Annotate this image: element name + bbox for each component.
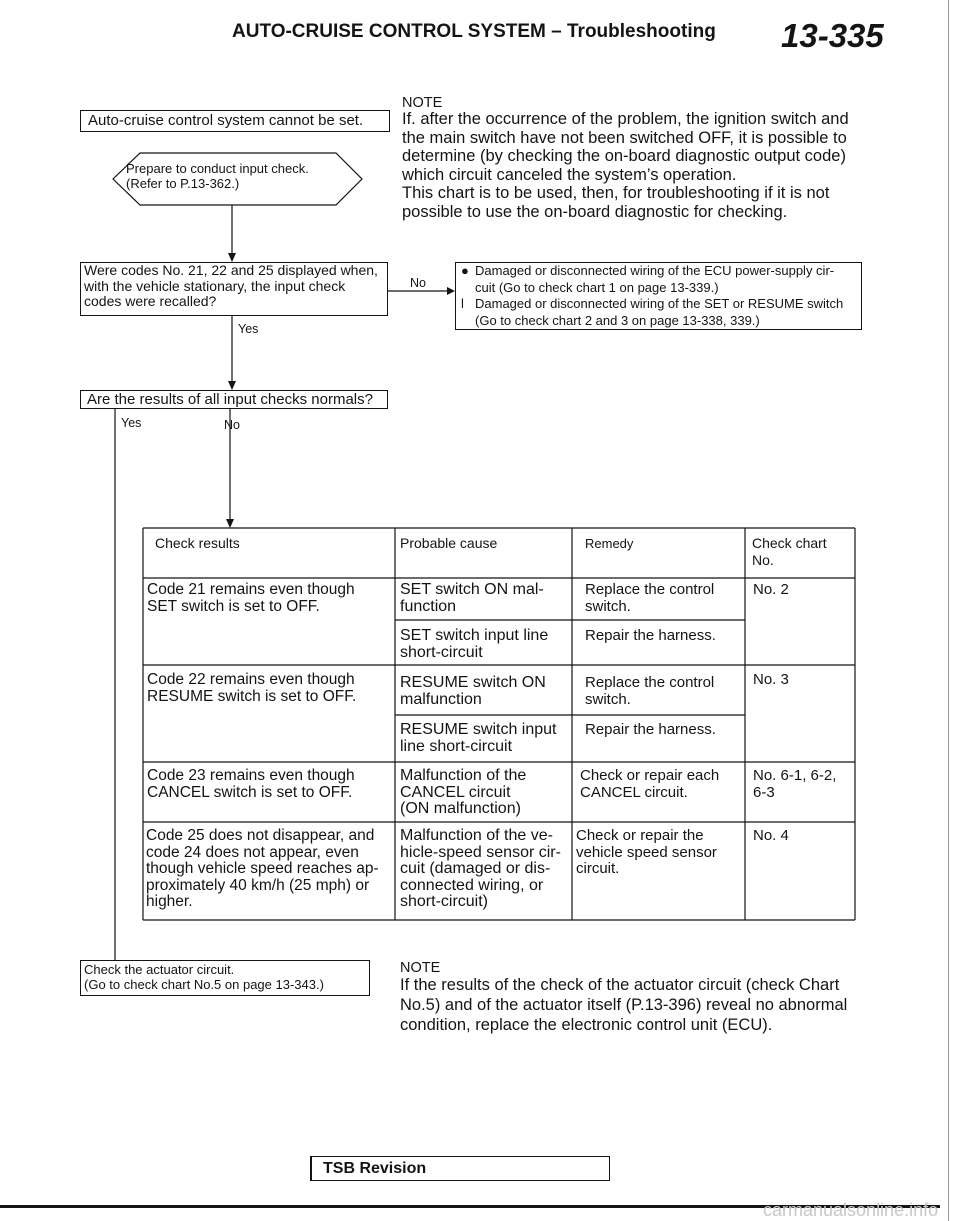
table-cell-check-result: Code 23 remains even though CANCEL switch is set to OFF.: [147, 767, 355, 801]
branch-no-label: No: [410, 276, 426, 290]
watermark: carmanualsonline.info: [763, 1200, 939, 1220]
table-cell-check-result: Code 22 remains even though RESUME switch is set to OFF.: [147, 671, 357, 705]
note-text: If. after the occurrence of the problem, the ignition switch and the main switch have not been switched OFF, it is possible to determine (by checking the on-board diagnostic output code) which circuit canceled the system’s operation. This chart is to be used, then, for troubleshooting if it is not possible to use the on-board diagnostic for checking.: [402, 110, 849, 221]
codes-question-box: Were codes No. 21, 22 and 25 displayed when, with the vehicle stationary, the input check codes were recalled?: [80, 262, 388, 316]
inputs-question-box: Are the results of all input checks normals?: [80, 390, 388, 409]
table-cell-remedy: Check or repair each CANCEL circuit.: [580, 767, 720, 801]
page-edge-line: [948, 0, 949, 1221]
prepare-step-text: Prepare to conduct input check. (Refer to P.13-362.): [126, 161, 309, 191]
branch-yes-label: Yes: [121, 416, 142, 430]
table-cell-remedy: Repair the harness.: [585, 627, 716, 644]
note-label: NOTE: [402, 95, 443, 111]
bullet-text: Damaged or disconnected wiring of the ECU power-supply cir- cuit (Go to check chart 1 on page 13-339.): [475, 263, 835, 295]
table-cell-check-result: Code 21 remains even though SET switch is set to OFF.: [147, 581, 355, 615]
table-cell-remedy: Replace the control switch.: [585, 581, 715, 615]
table-cell-cause: RESUME switch ON malfunction: [400, 674, 546, 708]
arrow-head: [228, 381, 236, 390]
page-number: 13-335: [781, 17, 884, 54]
bullet-marker: l: [461, 296, 464, 311]
table-cell-chart: No. 6-1, 6-2, 6-3: [753, 767, 837, 801]
table-cell-remedy: Repair the harness.: [585, 721, 716, 738]
table-header-check-chart: Check chart No.: [752, 535, 827, 568]
table-cell-chart: No. 4: [753, 827, 789, 844]
table-cell-remedy: Check or repair the vehicle speed sensor circuit.: [576, 827, 717, 877]
page-header-title: AUTO-CRUISE CONTROL SYSTEM – Troubleshooting: [232, 21, 716, 42]
table-cell-chart: No. 2: [753, 581, 789, 598]
arrow-head: [226, 519, 234, 528]
note-label: NOTE: [400, 960, 441, 976]
table-cell-cause: SET switch ON mal- function: [400, 581, 544, 615]
table-header-check-results: Check results: [155, 535, 240, 551]
table-cell-check-result: Code 25 does not disappear, and code 24 does not appear, even though vehicle speed reaches ap- proximately 40 km/h (25 mph) or higher.: [146, 827, 379, 910]
no-result-box: [455, 262, 862, 330]
arrow-head: [447, 287, 455, 295]
table-cell-cause: Malfunction of the CANCEL circuit (ON malfunction): [400, 767, 527, 817]
table-cell-cause: Malfunction of the ve- hicle-speed sensor cir- cuit (damaged or dis- connected wiring, or short-circuit): [400, 827, 561, 910]
table-header-probable-cause: Probable cause: [400, 535, 498, 551]
table-cell-chart: No. 3: [753, 671, 789, 688]
table-cell-remedy: Replace the control switch.: [585, 674, 715, 708]
arrow-head: [228, 253, 236, 262]
note-text: If the results of the check of the actuator circuit (check Chart No.5) and of the actuator itself (P.13-396) reveal no abnormal condition, replace the electronic control unit (ECU).: [400, 976, 848, 1034]
actuator-check-box: Check the actuator circuit. (Go to check chart No.5 on page 13-343.): [80, 960, 370, 996]
tsb-revision-box: TSB Revision: [310, 1156, 610, 1181]
branch-no-label: No: [224, 418, 240, 432]
start-condition-box: Auto-cruise control system cannot be set.: [80, 110, 390, 132]
table-cell-cause: RESUME switch input line short-circuit: [400, 721, 557, 755]
table-header-remedy: Remedy: [585, 536, 634, 551]
bullet-text: Damaged or disconnected wiring of the SET or RESUME switch (Go to check chart 2 and 3 on page 13-338, 339.): [475, 296, 844, 328]
table-cell-cause: SET switch input line short-circuit: [400, 627, 549, 661]
bullet-marker: ●: [461, 263, 469, 278]
branch-yes-label: Yes: [238, 322, 259, 336]
